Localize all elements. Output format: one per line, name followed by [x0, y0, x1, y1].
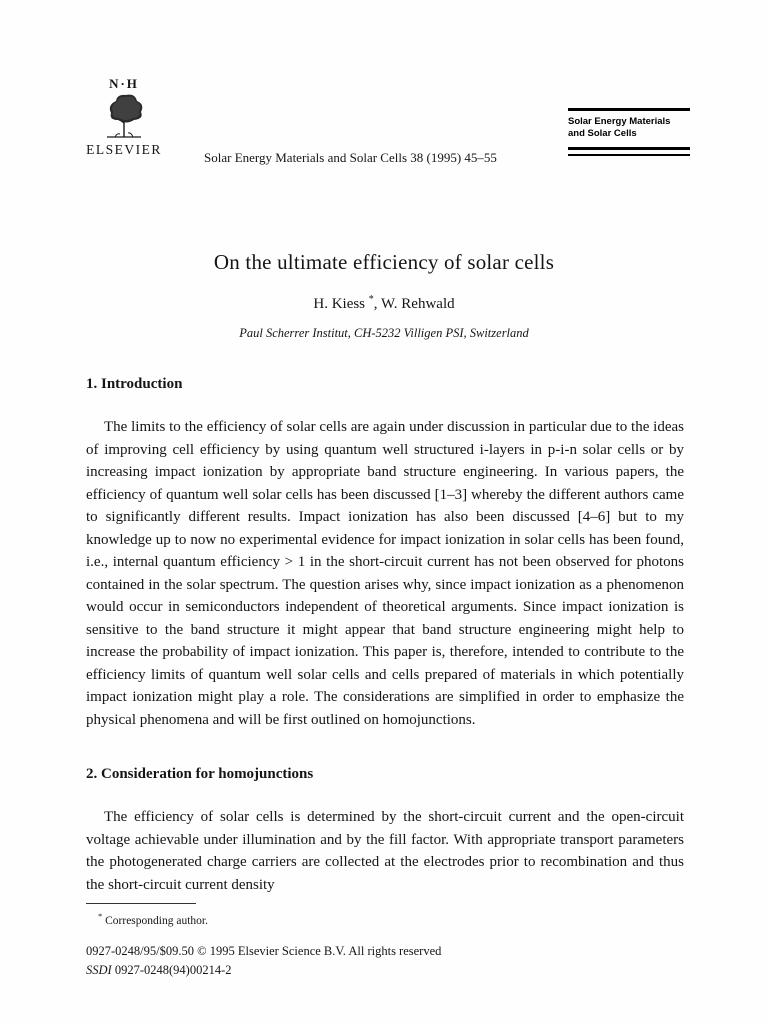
journal-banner-line2: and Solar Cells [568, 128, 637, 140]
copyright-line: 0927-0248/95/$09.50 © 1995 Elsevier Science B.V. All rights reserved [86, 944, 442, 958]
section-heading-introduction: 1. Introduction [86, 376, 183, 392]
author-names-1: H. Kiess [313, 296, 366, 312]
publisher-name: ELSEVIER [86, 142, 162, 157]
section-homojunctions [86, 766, 684, 896]
logo-monogram: N·H [109, 76, 139, 91]
footnote-separator [86, 903, 196, 904]
banner-rule [568, 147, 690, 150]
journal-banner-line1: Solar Energy Materials [568, 116, 671, 127]
elsevier-logo [86, 76, 162, 158]
banner-rule [568, 108, 690, 111]
section-paragraph: The efficiency of solar cells is determined by the short-circuit current and the open-circuit voltage achievable under illumination and by the fill factor. With appropriate transport parameters the photogenerated charge carriers are collected at the electrodes prior to recombination and thus the short-circuit current density [86, 809, 684, 893]
affiliation-line: Paul Scherrer Institut, CH-5232 Villigen PSI, Switzerland [239, 326, 529, 340]
page-title: On the ultimate efficiency of solar cells [213, 250, 555, 274]
page-header [86, 76, 690, 170]
footnote-text: Corresponding author. [105, 915, 208, 927]
journal-citation: Solar Energy Materials and Solar Cells 38 (1995) 45–55 [204, 150, 497, 165]
authors-line [84, 294, 684, 313]
page-footer [86, 903, 684, 978]
footnote [86, 911, 684, 927]
ssdi-number: 0927-0248(94)00214-2 [114, 963, 232, 977]
section-introduction [86, 376, 684, 731]
journal-banner [568, 108, 690, 156]
section-heading-homojunctions: 2. Consideration for homojunctions [86, 766, 314, 782]
ssdi-line [86, 963, 684, 978]
banner-rule [568, 154, 690, 156]
elsevier-tree-icon [103, 93, 145, 139]
corresponding-author-marker: * [368, 294, 374, 305]
footnote-marker: * [98, 911, 103, 922]
ssdi-label: SSDI [86, 963, 112, 977]
journal-banner-title [568, 116, 690, 141]
section-paragraph: The limits to the efficiency of solar cells are again under discussion in particular due to the ideas of improving cell efficiency by using quantum well structured i-layers in p-i-n solar cells or by increasing impact ionization by appropriate band structure engineering. In various papers, the efficiency of quantum well solar cells has been discussed [1–3] whereby the different authors came to significantly different results. Impact ionization has also been discussed [4–6] but to my knowledge up to now no experimental evidence for impact ionization in solar cells has been found, i.e., internal quantum efficiency > 1 in the short-circuit current has not been observed for photons contained in the solar spectrum. The question arises why, since impact ionization as a phenomenon would occur in semiconductors independent of theoretical arguments. Since impact ionization is sensitive to the band structure it might appear that band structure engineering might help to increase the probability of impact ionization. This paper is, therefore, intended to contribute to the efficiency limits of quantum well solar cells and cells prepared of materials in which potentially impact ionization might play a role. The considerations are simplified in order to emphasize the physical phenomena and will be first outlined on homojunctions. [86, 419, 684, 728]
title-block [84, 250, 684, 341]
author-names-2: , W. Rehwald [373, 296, 455, 312]
